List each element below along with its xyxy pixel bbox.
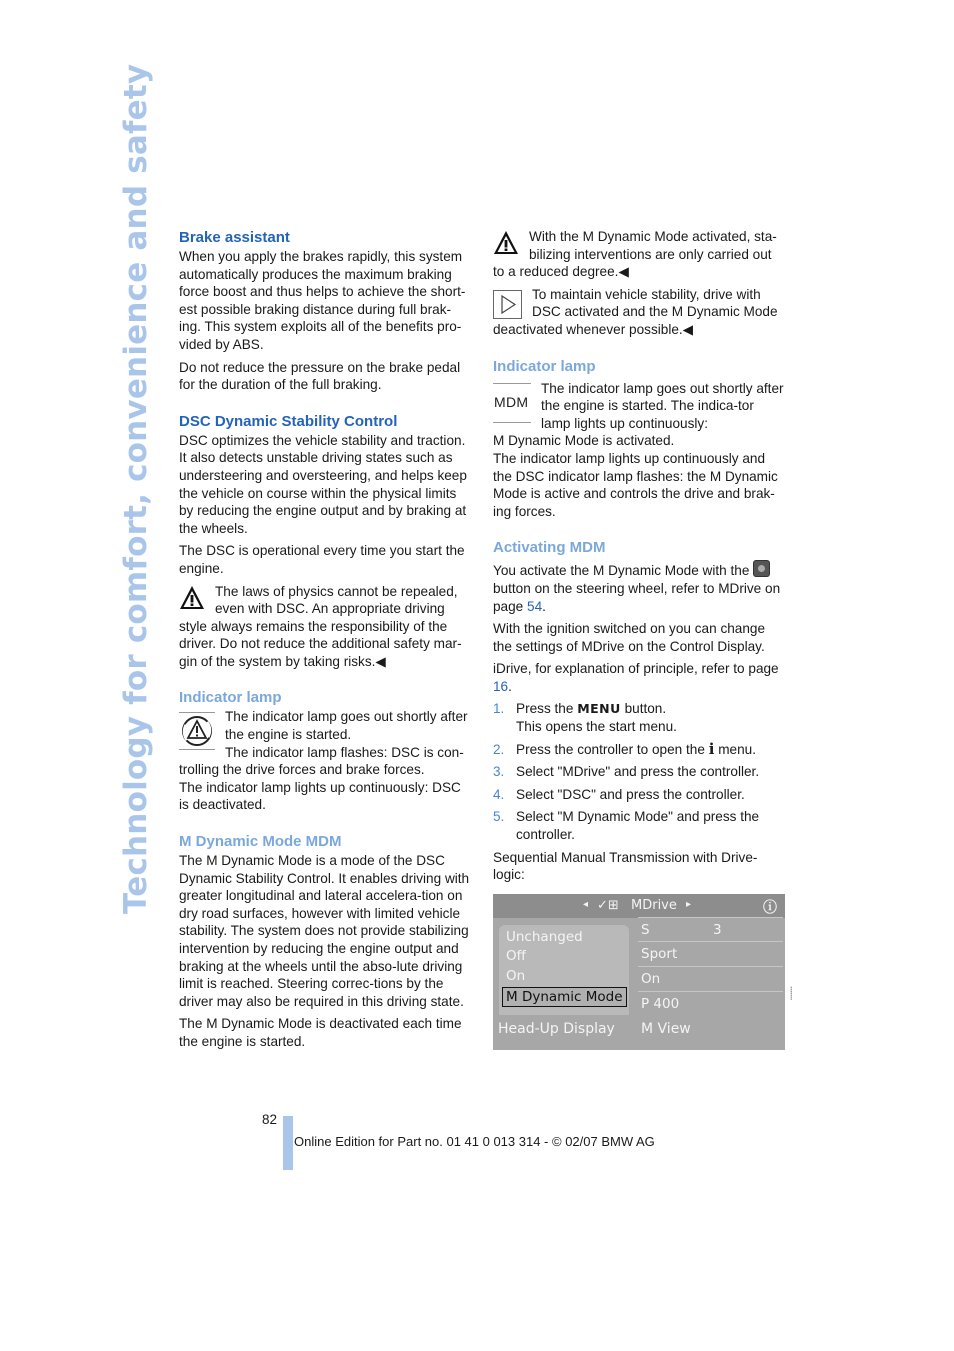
dsc-heading: DSC Dynamic Stability Control: [179, 412, 398, 430]
list-item: 2. Press the controller to open the i menu.: [493, 739, 756, 758]
mdm-icon-label: MDM: [494, 393, 529, 410]
menu-button-label: MENU: [577, 701, 621, 717]
mdm-paragraph-1: The M Dynamic Mode is a mode of the DSC Dynamic Stability Control. It enables driving with greater longitudinal and lateral accelera-tion on dry road surfaces, however with limited vehicle stability. The system does not provide stabilizing intervention by reducing the engine output and braking at the wheels until the abso-lute driving limit is reached. Steering correc-tions by the driver may also be required in this driving state.: [179, 853, 470, 1009]
mdm-warning-block: [493, 228, 786, 281]
activating-mdm-heading: Activating MDM: [493, 539, 606, 557]
arrow-left-icon: ◂: [583, 899, 589, 910]
dsc-lamp-line-1: The indicator lamp goes out shortly after the engine is started.: [225, 709, 468, 743]
footer-accent-bar: [283, 1116, 293, 1170]
activating-paragraph-3: iDrive, for explanation of principle, refer to page 16.: [493, 661, 779, 694]
option-m-dynamic-mode[interactable]: M Dynamic Mode: [502, 987, 627, 1007]
list-item: 1. Press the MENU button. This opens the start menu.: [493, 701, 677, 735]
activating-paragraph-1: You activate the M Dynamic Mode with the button on the steering wheel, refer to MDrive on page 54.: [493, 560, 786, 615]
list-item: 5. Select "M Dynamic Mode" and press the controller.: [493, 809, 760, 843]
side-chapter-title: Technology for comfort, convenience and safety: [118, 63, 154, 914]
right-column: [493, 228, 786, 889]
i-menu-icon: i: [708, 739, 715, 758]
indicator-lamp-heading: Indicator lamp: [179, 689, 282, 707]
warning-triangle-icon: [179, 585, 205, 611]
dsc-indicator-lamp-icon: [179, 712, 215, 750]
page-16-link[interactable]: 16: [493, 678, 509, 694]
dsc-lamp-block: [179, 708, 471, 814]
mdm-info-text: To maintain vehicle stability, drive with DSC activated and the M Dynamic Mode deactivated whenever possible.◀: [493, 286, 778, 337]
mdm-heading: M Dynamic Mode MDM: [179, 833, 342, 851]
list-item: 4. Select "DSC" and press the controller.: [493, 786, 745, 802]
value-on: On: [641, 971, 661, 987]
value-s: S: [641, 922, 650, 938]
brake-paragraph-1: When you apply the brakes rapidly, this system automatically produces the maximum braking force boost and thus helps to achieve the short-est possible braking distance during full brak-ing. This system exploits all of the benefits pro-vided by ABS.: [179, 249, 466, 352]
info-i-icon: ⓘ: [763, 900, 777, 916]
mdm-indicator-lamp-heading: Indicator lamp: [493, 357, 596, 375]
option-unchanged[interactable]: Unchanged: [506, 929, 583, 945]
activating-paragraph-2: With the ignition switched on you can change the settings of MDrive on the Control Display.: [493, 621, 766, 654]
dsc-paragraph-1: DSC optimizes the vehicle stability and traction. It also detects unstable driving states such as understeering and oversteering, and helps keep the vehicle on course within the physical limits by reducing the engine output and by braking at the wheels.: [179, 432, 467, 536]
m-button-icon: [753, 560, 770, 577]
page-number: 82: [262, 1112, 278, 1127]
warning-triangle-icon: [493, 230, 519, 256]
dsc-lamp-line-2: The indicator lamp flashes: DSC is con-trolling the drive forces and brake forces.: [179, 744, 464, 778]
dsc-warning-text: The laws of physics cannot be repealed, even with DSC. An appropriate driving style always remains the responsibility of the driver. Do not reduce the additional safety mar-gin of the system by taking risks.◀: [179, 583, 462, 669]
list-item: 3. Select "MDrive" and press the controller.: [493, 764, 760, 780]
option-on[interactable]: On: [506, 968, 526, 984]
arrow-right-icon: ▸: [686, 899, 692, 910]
screen-title: MDrive: [631, 898, 677, 913]
brake-assistant-heading: Brake assistant: [179, 229, 290, 246]
sequential-text: Sequential Manual Transmission with Drive-logic:: [493, 849, 758, 883]
dsc-paragraph-2: The DSC is operational every time you start the engine.: [179, 543, 465, 576]
dsc-lamp-line-3: The indicator lamp lights up continuously: DSC is deactivated.: [179, 779, 461, 813]
dsc-warning-block: [179, 583, 471, 671]
left-column: [179, 228, 471, 1056]
mdm-lamp-line-3: The indicator lamp lights up continuously and the DSC indicator lamp flashes: the M Dynamic Mode is active and controls the drive and brak-ing forces.: [493, 450, 778, 519]
control-display-screenshot: [493, 894, 785, 1050]
mdm-warning-text: With the M Dynamic Mode activated, sta-bilizing interventions are only carried out to a reduced degree.◀: [493, 229, 777, 280]
mdm-info-block: [493, 286, 786, 339]
head-up-display-item[interactable]: Head-Up Display: [498, 1021, 615, 1037]
mdm-lamp-block: [493, 380, 786, 521]
steps-list: [493, 700, 786, 843]
mdm-lamp-line-1: The indicator lamp goes out shortly after the engine is started. The indica-tor lamp lights up continuously:: [541, 380, 784, 431]
info-play-icon: [493, 290, 522, 319]
option-off[interactable]: Off: [506, 948, 526, 964]
mdm-indicator-icon: [493, 383, 531, 423]
image-code: ▪▪▪▪▪▪▪: [789, 986, 795, 1000]
brake-paragraph-2: Do not reduce the pressure on the brake pedal for the duration of the full braking.: [179, 359, 461, 393]
mdm-paragraph-2: The M Dynamic Mode is deactivated each time the engine is started.: [179, 1016, 462, 1049]
value-3: 3: [713, 922, 722, 938]
footer-edition: Online Edition for Part no. 01 41 0 013 314 - © 02/07 BMW AG: [294, 1134, 655, 1149]
value-p400: P 400: [641, 996, 680, 1012]
value-sport: Sport: [641, 946, 678, 962]
mdrive-icon: ✓⊞: [597, 898, 619, 913]
mdm-lamp-line-2: M Dynamic Mode is activated.: [493, 433, 675, 449]
page-54-link[interactable]: 54: [527, 598, 543, 614]
m-view-item[interactable]: M View: [641, 1021, 691, 1037]
